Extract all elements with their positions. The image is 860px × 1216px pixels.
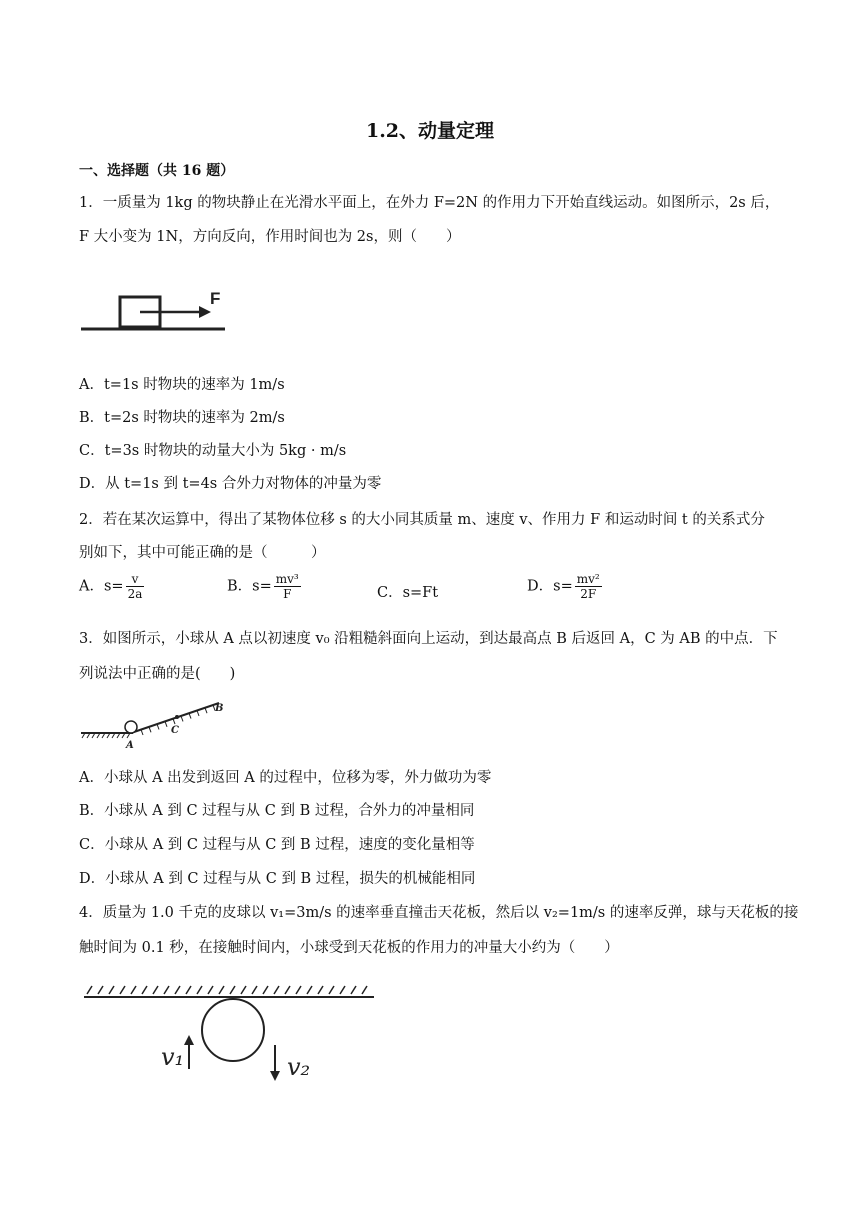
q2-option-b[interactable]: B．s= $\frac{\text{mv³}}{F}$: [227, 572, 299, 601]
q3-incline-figure: [79, 693, 229, 753]
point-c-label: C: [171, 725, 179, 736]
q1-option-d[interactable]: D．从 t=1s 到 t=4s 合外力对物体的冲量为零: [79, 476, 382, 492]
point-a-label: A: [126, 740, 134, 751]
q3-option-b[interactable]: B．小球从 A 到 C 过程与从 C 到 B 过程，合外力的冲量相同: [79, 803, 475, 819]
q1-force-label: F: [210, 289, 221, 308]
page-title: 1.2、动量定理: [365, 120, 495, 142]
v1-label: v₁: [161, 1043, 185, 1071]
q3-option-d[interactable]: D．小球从 A 到 C 过程与从 C 到 B 过程，损失的机械能相同: [79, 871, 476, 887]
q3-option-c[interactable]: C．小球从 A 到 C 过程与从 C 到 B 过程，速度的变化量相等: [79, 837, 475, 853]
q2-stem-line2: 别如下，其中可能正确的是（ ）: [79, 545, 326, 561]
q2-stem-line1: 2．若在某次运算中，得出了某物体位移 s 的大小同其质量 m、速度 v、作用力 F 和运动时间 t 的关系式分: [79, 512, 765, 528]
q2-option-a[interactable]: A．s= $\frac{v}{2a}$: [79, 572, 143, 601]
q1-option-a[interactable]: A．t=1s 时物块的速率为 1m/s: [79, 377, 285, 393]
q3-option-a[interactable]: A．小球从 A 出发到返回 A 的过程中，位移为零，外力做功为零: [79, 770, 492, 786]
q4-stem-line1: 4．质量为 1.0 千克的皮球以 v₁=3m/s 的速率垂直撞击天花板，然后以 v₂=1m/s 的速率反弹，球与天花板的接: [79, 905, 799, 921]
q1-option-b[interactable]: B．t=2s 时物块的速率为 2m/s: [79, 410, 285, 426]
q4-stem-line2: 触时间为 0.1 秒，在接触时间内，小球受到天花板的作用力的冲量大小约为（ ）: [79, 940, 619, 956]
v2-label: v₂: [287, 1053, 311, 1081]
q2-option-c[interactable]: C．s=Ft: [377, 585, 439, 601]
q1-stem-line1: 1．一质量为 1kg 的物块静止在光滑水平面上，在外力 F=2N 的作用力下开始直线运动。如图所示，2s 后，: [79, 195, 780, 211]
q1-option-c[interactable]: C．t=3s 时物块的动量大小为 5kg · m/s: [79, 443, 347, 459]
q4-ceiling-figure: [79, 983, 379, 1093]
q1-block-figure: [79, 282, 229, 334]
q1-stem-line2: F 大小变为 1N，方向反向，作用时间也为 2s，则（ ）: [79, 229, 461, 245]
q2-option-d[interactable]: D．s= $\frac{\text{mv²}}{2F}$: [527, 572, 600, 601]
section-heading: 一、选择题（共 16 题）: [79, 163, 235, 179]
q3-stem-line1: 3．如图所示，小球从 A 点以初速度 v₀ 沿粗糙斜面向上运动，到达最高点 B 后返回 A，C 为 AB 的中点．下: [79, 631, 778, 647]
q3-stem-line2: 列说法中正确的是( ): [79, 666, 236, 682]
point-b-label: B: [215, 703, 224, 714]
